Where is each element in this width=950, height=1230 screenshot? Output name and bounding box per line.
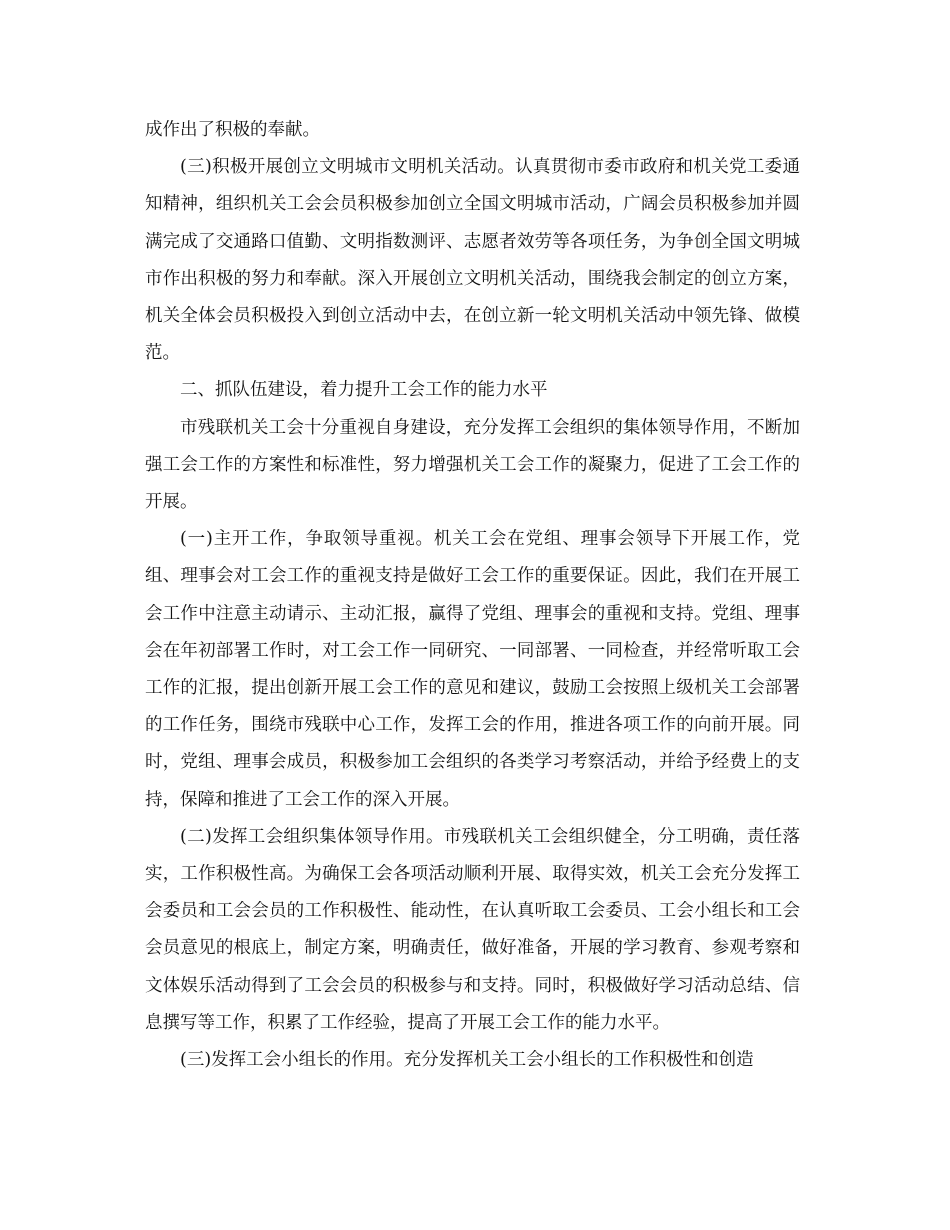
paragraph-2: (三)积极开展创立文明城市文明机关活动。认真贯彻市委市政府和机关党工委通知精神，组织机关工会会员积极参加创立全国文明城市活动，广阔会员积极参加并圆满完成了交通路口值勤、文明指数测评、志愿者效劳等各项任务，为争创全国文明城市作出积极的努力和奉献。深入开展创立文明机关活动，围绕我会制定的创立方案，机关全体会员积极投入到创立活动中去，在创立新一轮文明机关活动中领先锋、做模范。 (145, 157, 800, 364)
paragraph-1: 成作出了积极的奉献。 (145, 120, 320, 140)
paragraph-6: (二)发挥工会组织集体领导作用。市残联机关工会组织健全，分工明确，责任落实，工作积极性高。为确保工会各项活动顺利开展、取得实效，机关工会充分发挥工会委员和工会会员的工作积极性、能动性，在认真听取工会委员、工会小组长和工会会员意见的根底上，制定方案，明确责任，做好准备，开展的学习教育、参观考察和文体娱乐活动得到了工会会员的积极参与和支持。同时，积极做好学习活动总结、信息撰写等工作，积累了工作经验，提高了开展工会工作的能力水平。 (145, 826, 800, 1033)
document-page (145, 112, 800, 1079)
paragraph-7: (三)发挥工会小组长的作用。充分发挥机关工会小组长的工作积极性和创造 (180, 1050, 754, 1071)
paragraph-5: (一)主开工作，争取领导重视。机关工会在党组、理事会领导下开展工作，党组、理事会对工会工作的重视支持是做好工会工作的重要保证。因此，我们在开展工会工作中注意主动请示、主动汇报，赢得了党组、理事会的重视和支持。党组、理事会在年初部署工作时，对工会工作一同研究、一同部署、一同检查，并经常听取工会工作的汇报，提出创新开展工会工作的意见和建议，鼓励工会按照上级机关工会部署的工作任务，围绕市残联中心工作，发挥工会的作用，推进各项工作的向前开展。同时，党组、理事会成员，积极参加工会组织的各类学习考察活动，并给予经费上的支持，保障和推进了工会工作的深入开展。 (145, 529, 800, 810)
paragraph-4: 市残联机关工会十分重视自身建设，充分发挥工会组织的集体领导作用，不断加强工会工作的方案性和标准性，努力增强机关工会工作的凝聚力，促进了工会工作的开展。 (145, 417, 800, 513)
section-heading: 二、抓队伍建设，着力提升工会工作的能力水平 (180, 380, 548, 401)
